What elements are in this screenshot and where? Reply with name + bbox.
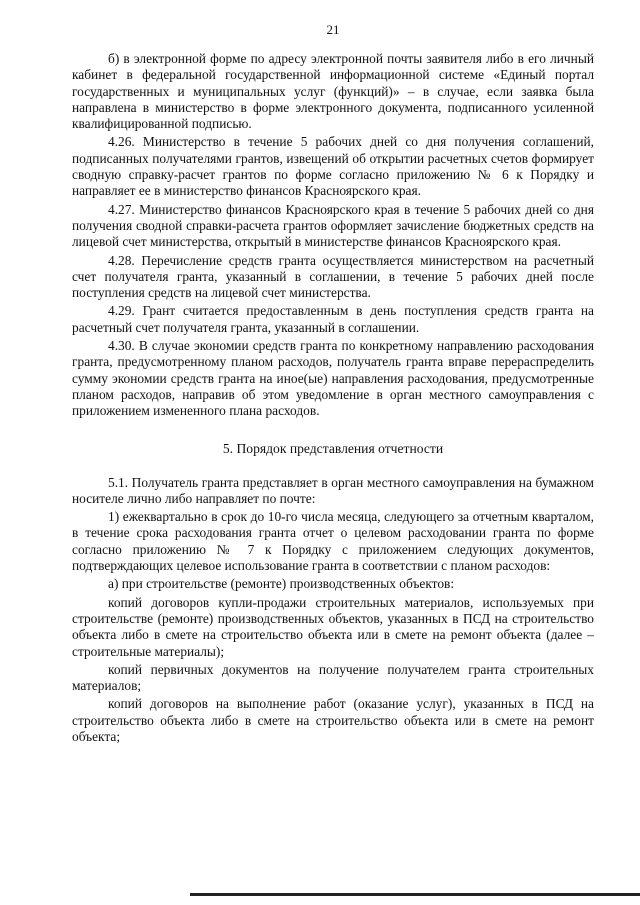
- paragraph-4-27: 4.27. Министерство финансов Красноярского края в течение 5 рабочих дней со дня получения сводной справки-расчета грантов оформляет зачисление бюджетных средств на лицевой счет министерства, открытый в министерстве финансов Красноярского края.: [72, 201, 594, 250]
- paragraph-work-contracts: копий договоров на выполнение работ (оказание услуг), указанных в ПСД на строительство объекта либо в смете на строительство объекта или в смете на ремонт объекта;: [72, 696, 594, 744]
- bottom-scan-edge: [190, 893, 640, 896]
- paragraph-4-29: 4.29. Грант считается предоставленным в день поступления средств гранта на расчетный счет получателя гранта, указанный в соглашении.: [72, 303, 594, 335]
- section-heading: 5. Порядок представления отчетности: [222, 440, 444, 456]
- paragraph-b-electronic-form: б) в электронной форме по адресу электронной почты заявителя либо в его личный кабинет в федеральной государственной информационной системе «Единый портал государственных и муниципальных услуг (функций)» – в случае, если заявка была направлена в министерство в форме электронного документа, подписанного усиленной квалифицированной подписью.: [72, 51, 594, 132]
- paragraph-5-1: 5.1. Получатель гранта представляет в орган местного самоуправления на бумажном носителе лично либо направляет по почте:: [72, 474, 594, 506]
- paragraph-purchase-contracts: копий договоров купли-продажи строительных материалов, используемых при строительстве (ремонте) производственных объектов, указанных в ПСД на строительство объекта либо в смете на строительство объекта или в смете на ремонт объекта (далее – строительные материалы);: [72, 594, 594, 659]
- document-page: [72, 22, 594, 747]
- paragraph-4-30: 4.30. В случае экономии средств гранта по конкретному направлению расходования гранта, предусмотренному планом расходов, получатель гранта вправе перераспределить сумму экономии средств гранта на иное(ые) направления расходования, предусмотренные планом расходов, направив об этом уведомление в орган местного самоуправления с приложением измененного плана расходов.: [72, 338, 594, 419]
- paragraph-construction: а) при строительстве (ремонте) производственных объектов:: [108, 576, 455, 592]
- page-number: 21: [326, 22, 340, 37]
- paragraph-primary-documents: копий первичных документов на получение получателем гранта строительных материалов;: [72, 661, 594, 694]
- paragraph-4-28: 4.28. Перечисление средств гранта осуществляется министерством на расчетный счет получателя гранта, указанный в соглашении, в течение 5 рабочих дней после поступления средств на лицевой счет министерства.: [72, 252, 594, 301]
- paragraph-4-26: 4.26. Министерство в течение 5 рабочих дней со дня получения соглашений, подписанных получателями грантов, извещений об открытии расчетных счетов формирует сводную справку-расчет грантов по форме согласно приложению № 6 к Порядку и направляет ее в министерство финансов Красноярского края.: [72, 134, 594, 199]
- paragraph-quarterly-report: 1) ежеквартально в срок до 10-го числа месяца, следующего за отчетным кварталом, в течение срока расходования гранта отчет о целевом расходовании гранта по форме согласно приложению № 7 к Порядку с приложением следующих документов, подтверждающих целевое использование гранта в соответствии с планом расходов:: [72, 509, 594, 574]
